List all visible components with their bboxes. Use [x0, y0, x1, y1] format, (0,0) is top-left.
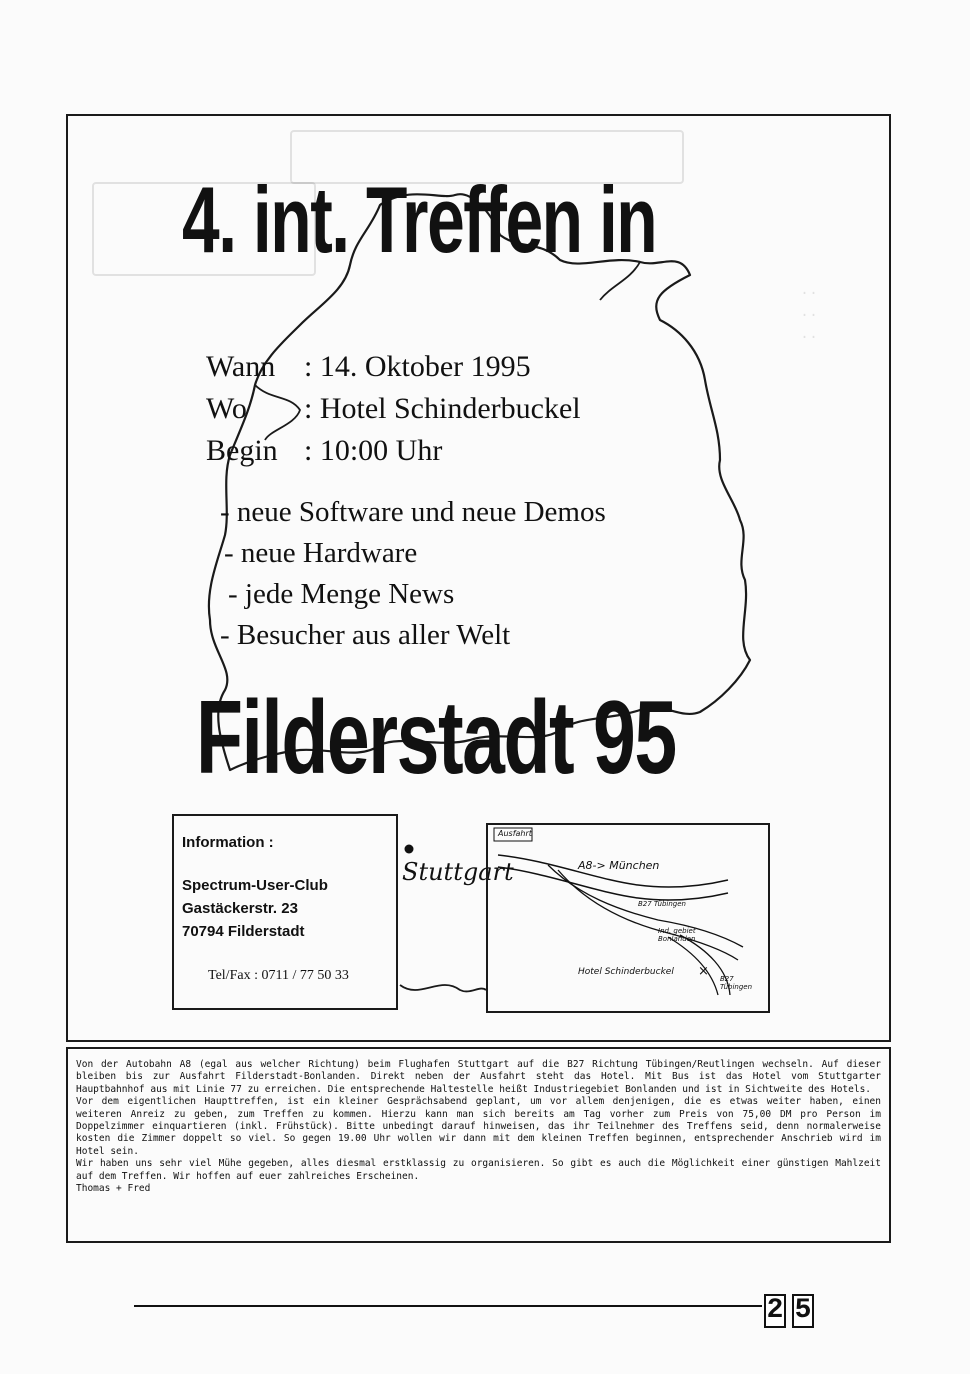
feature-list — [220, 492, 606, 656]
directions-paragraph: Von der Autobahn A8 (egal aus welcher Richtung) beim Flughafen Stuttgart auf die B27 Richtung Tübingen/Reutlingen wechseln. Auf dieser bleiben bis zur Ausfahrt Filderstadt-Bonlanden. Direkt neben der Ausfahrt steht das Hotel. Mit Bus ist das Hotel vom Stuttgarter Hauptbahnhof aus mit Linie 77 zu erreichen. Die entsprechende Haltestelle heißt Industriegebiet Bonlanden und ist in Sichtweite des Hotels. — [76, 1059, 881, 1095]
feature-item: - Besucher aus aller Welt — [220, 619, 511, 651]
map-label-industry: Ind. gebiet Bonlanden — [658, 927, 696, 943]
when-row — [206, 346, 581, 388]
begin-value: : 10:00 Uhr — [304, 434, 443, 467]
club-city: 70794 Filderstadt — [182, 923, 305, 940]
ghost-text-block: .. .. .. — [800, 282, 819, 343]
feature-item: - neue Software und neue Demos — [220, 496, 606, 528]
when-label: Wann — [206, 350, 276, 383]
map-label-hotel: Hotel Schinderbuckel — [578, 967, 674, 977]
info-title: Information : — [182, 834, 274, 851]
feature-item: - neue Hardware — [224, 537, 418, 569]
where-value: : Hotel Schinderbuckel — [304, 392, 581, 425]
map-label-b27: B27 Tübingen — [638, 900, 686, 908]
page-number-digit: 5 — [792, 1294, 814, 1328]
directions-text — [66, 1047, 891, 1243]
map-label-b27-south: B27 Tübingen — [720, 975, 753, 991]
map-label-a8: A8-> München — [578, 859, 660, 872]
club-address — [182, 874, 328, 943]
club-phone: Tel/Fax : 0711 / 77 50 33 — [208, 968, 349, 983]
directions-paragraph: Vor dem eigentlichen Haupttreffen, ist ein kleiner Gesprächsabend geplant, um vor allem denjenigen, die es etwas weiter haben, einen weiteren Anreiz zu geben, zum Treffen zu kommen. Hierzu kann man sich bereits am Tag vorher zum Preis von 75,00 DM pro Person im Doppelzimmer einquartieren (inkl. Frühstück). Bitte unbedingt darauf hinweisen, das ihr Teilnehmer des Treffens seid, denn normalerweise kosten die Zimmer doppelt so viel. So gegen 19.00 Uhr wollen wir dann mit dem kleinen Treffen beginnen, entsprechender Anschrieb wird im Hotel sein. — [76, 1096, 881, 1157]
begin-row — [206, 430, 581, 472]
club-street: Gastäckerstr. 23 — [182, 900, 298, 917]
when-value: : 14. Oktober 1995 — [304, 350, 531, 383]
where-label: Wo — [206, 392, 247, 425]
feature-item: - jede Menge News — [228, 578, 455, 610]
map-label-exit: Ausfahrt — [498, 829, 532, 838]
signature: Thomas + Fred — [76, 1183, 151, 1195]
city-label: Stuttgart — [402, 858, 514, 886]
begin-label: Begin — [206, 434, 278, 467]
page-number-digit: 2 — [764, 1294, 786, 1328]
flyer-title-top: 4. int. Treffen in — [182, 167, 657, 272]
directions-map — [486, 823, 770, 1013]
event-details — [206, 346, 581, 472]
flyer-title-bottom: Filderstadt 95 — [196, 680, 676, 796]
footer-rule — [134, 1305, 762, 1307]
where-row — [206, 388, 581, 430]
directions-paragraph: Wir haben uns sehr viel Mühe gegeben, alles diesmal erstklassig zu organisieren. So gibt es auch die Möglichkeit einer günstigen Mahlzeit auf dem Treffen. Wir hoffen auf euer zahlreiches Erscheinen. — [76, 1158, 881, 1182]
svg-text:×: × — [698, 964, 709, 979]
club-name: Spectrum-User-Club — [182, 877, 328, 894]
info-box — [172, 814, 398, 1010]
stuttgart-dot — [405, 845, 414, 854]
